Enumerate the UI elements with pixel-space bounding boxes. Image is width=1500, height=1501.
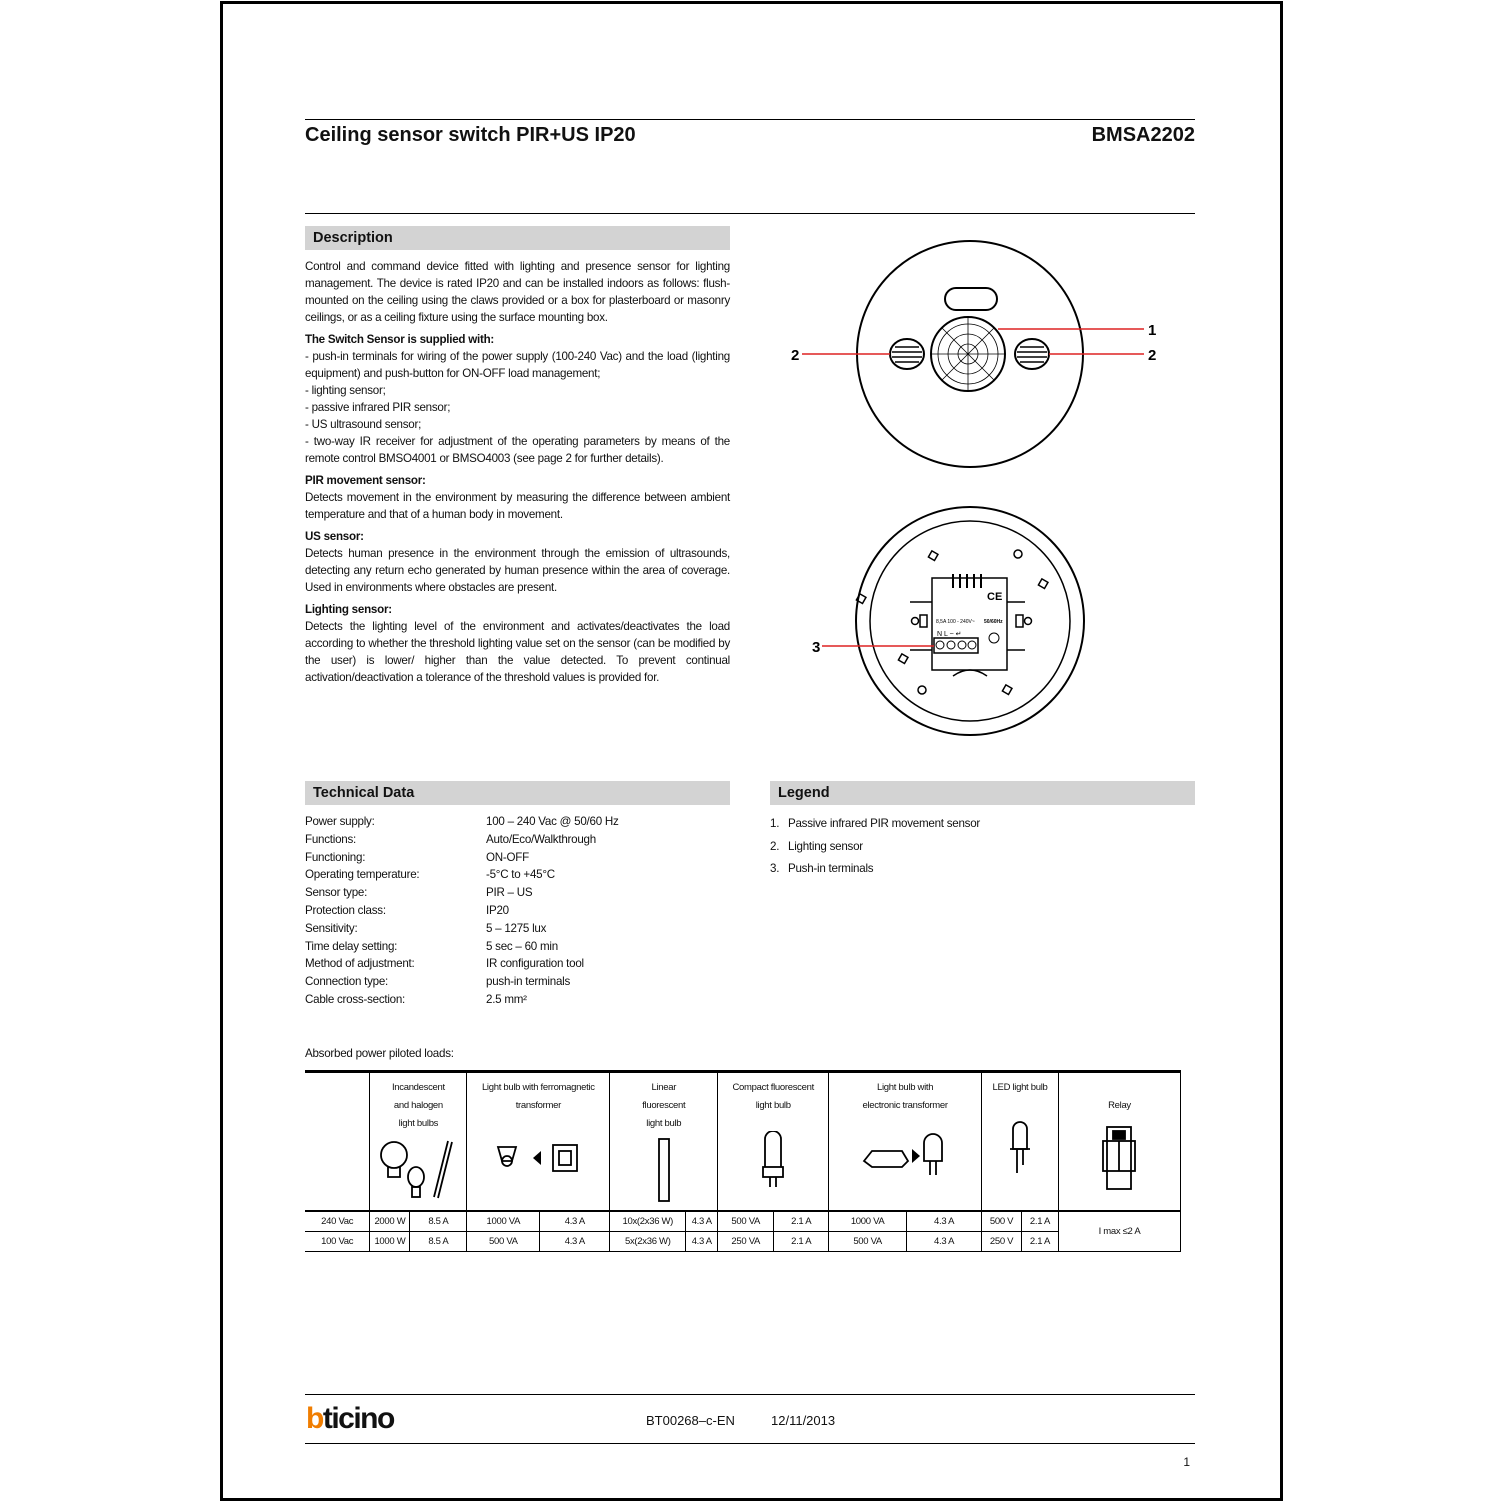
footer-bottom-rule [305,1443,1195,1444]
load-cell: 4.3 A [686,1211,718,1232]
legend-number: 1. [770,817,780,830]
load-cell: 2.1 A [1022,1232,1059,1252]
led-bulb-icon [1005,1117,1035,1177]
legend-text: Passive infrared PIR movement sensor [788,817,981,830]
loads-header-row [305,1072,1181,1211]
footer-top-rule [305,1394,1195,1395]
header-label: Linear fluorescent light bulb [642,1082,686,1129]
load-cell: 5x(2x36 W) [610,1232,686,1252]
back-view [812,507,1084,735]
load-cell: 2.1 A [1022,1211,1059,1232]
header-label: Light bulb with ferromagnetic transformer [481,1082,595,1111]
legend-item [770,858,980,881]
legend-heading: Legend [770,781,1195,805]
tech-value: IR configuration tool [486,957,584,971]
tech-key: Operating temperature: [305,868,420,882]
loads-title: Absorbed power piloted loads: [305,1047,454,1060]
tech-row [305,955,619,973]
header-compact-fluorescent [718,1072,829,1211]
load-cell: 1000 VA [467,1211,540,1232]
us-sensor-left-icon [890,339,924,369]
voltage-label: 100 Vac [305,1232,370,1252]
empty-header-cell [305,1072,370,1211]
tech-key: Sensitivity: [305,921,358,935]
lighting-text: Detects the lighting level of the environment and activates/deactivates the load according to whether the threshold lighting value set on the sensor (can be modified by the user) is lower/ higher than the value detected. To prevent continual activation/deactivation a tolerance of the threshold values is provided for. [305,620,730,684]
tech-row [305,973,619,991]
legend-item [770,813,980,836]
lighting-window-icon [945,288,997,310]
supplied-item: - lighting sensor; [305,384,386,397]
load-cell: 2.1 A [774,1232,829,1252]
tech-value: -5°C to +45°C [486,868,555,882]
tech-row [305,902,619,920]
lighting-heading: Lighting sensor: [305,603,392,616]
terminal-labels: N L ~ ↵ [937,631,962,638]
callout-3: 3 [812,639,821,656]
page-number: 1 [1183,1455,1190,1469]
tech-key: Functioning: [305,850,366,864]
callout-2-right: 2 [1148,347,1157,364]
tech-key: Method of adjustment: [305,957,415,971]
tech-key: Time delay setting: [305,939,398,953]
tech-row [305,831,619,849]
load-cell: 500 VA [467,1232,540,1252]
voltage-label: 240 Vac [305,1211,370,1232]
load-cell: 2.1 A [774,1211,829,1232]
incandescent-bulbs-icon [378,1137,458,1203]
header-bottom-rule [305,213,1195,214]
loads-row-240 [305,1211,1181,1232]
supplied-item: - push-in terminals for wiring of the power supply (100-240 Vac) and the load (lighting equipment) and push-button for ON-OFF load management; [305,350,730,380]
header-top-rule [305,119,1195,120]
tech-value: 5 – 1275 lux [486,921,547,935]
header-label: LED light bulb [992,1082,1048,1093]
rating-mark: 8,5A 100 - 240V~ [936,619,975,625]
logo-rest: ticino [322,1402,394,1435]
bticino-logo [306,1402,394,1436]
technical-heading: Technical Data [305,781,730,805]
load-cell: 500 VA [829,1232,907,1252]
device-diagram [770,230,1195,750]
load-cell: 8.5 A [410,1232,467,1252]
legend-text: Lighting sensor [788,839,863,853]
tech-value: Auto/Eco/Walkthrough [486,832,596,846]
push-in-terminals-icon [934,638,978,653]
tech-key: Cable cross-section: [305,992,406,1006]
legend-text: Push-in terminals [788,862,874,875]
load-cell: 2000 W [370,1211,410,1232]
load-cell: 4.3 A [540,1232,610,1252]
load-cell: 500 VA [718,1211,774,1232]
tech-row [305,920,619,938]
tech-key: Sensor type: [305,886,368,900]
description-heading: Description [305,226,730,250]
tech-row [305,991,619,1009]
tech-value: 2.5 mm² [486,992,527,1006]
load-cell: 4.3 A [540,1211,610,1232]
tech-value: ON-OFF [486,850,529,864]
loads-table [305,1071,1181,1252]
us-text: Detects human presence in the environment through the emission of ultrasounds, detecting any return echo generated by human presence within the area of coverage. Used in environments where obstacles are present. [305,547,730,594]
header-led [982,1072,1059,1211]
load-cell: 250 VA [718,1232,774,1252]
us-heading: US sensor: [305,530,364,543]
load-cell: 8.5 A [410,1211,467,1232]
tech-row [305,813,619,831]
technical-list [305,813,619,1009]
front-view [791,241,1156,467]
supplied-item: - passive infrared PIR sensor; [305,401,451,414]
header-electronic-transformer [829,1072,982,1211]
document-title: Ceiling sensor switch PIR+US IP20 [305,124,636,146]
load-cell: 4.3 A [907,1211,982,1232]
header-incandescent [370,1072,467,1211]
legend-number: 2. [770,839,780,853]
load-cell: 1000 W [370,1232,410,1252]
linear-fluorescent-icon [654,1137,674,1203]
ferromagnetic-transformer-icon [493,1137,583,1187]
loads-row-100 [305,1232,1181,1252]
load-cell: 500 V [982,1211,1022,1232]
tech-value: push-in terminals [486,975,571,989]
supplied-item: - two-way IR receiver for adjustment of the operating parameters by means of the remote control BMSO4001 or BMSO4003 (see page 2 for further details). [305,435,730,465]
pir-lens-icon [931,317,1005,391]
frequency-mark: 50/60Hz [984,619,1003,625]
tech-key: Connection type: [305,975,389,989]
tech-key: Protection class: [305,903,386,917]
pir-heading: PIR movement sensor: [305,474,426,487]
load-cell: 4.3 A [907,1232,982,1252]
tech-row [305,866,619,884]
tech-row [305,884,619,902]
tech-value: IP20 [486,903,509,917]
electronic-transformer-icon [860,1131,950,1181]
tech-key: Power supply: [305,815,375,828]
document-date: 12/11/2013 [771,1413,836,1428]
tech-key: Functions: [305,832,356,846]
compact-fluorescent-icon [758,1131,788,1191]
relay-icon [1099,1123,1139,1193]
load-cell: 250 V [982,1232,1022,1252]
pir-text: Detects movement in the environment by measuring the difference between ambient temperature and that of a human body in movement. [305,491,730,521]
legend-item [770,836,980,859]
header-label: Compact fluorescent light bulb [732,1082,814,1111]
description-body [305,258,730,686]
tech-value: 100 – 240 Vac @ 50/60 Hz [486,815,619,828]
header-ferromagnetic [467,1072,610,1211]
callout-1: 1 [1148,322,1157,339]
header-linear-fluorescent [610,1072,718,1211]
callout-2-left: 2 [791,347,800,364]
tech-value: 5 sec – 60 min [486,939,558,953]
tech-row [305,938,619,956]
load-cell: 10x(2x36 W) [610,1211,686,1232]
legend-number: 3. [770,862,780,875]
product-code: BMSA2202 [1091,124,1195,146]
header-label: Light bulb with electronic transformer [862,1082,948,1111]
ce-mark: CE [987,591,1003,603]
relay-value: I max ≤2 A [1058,1211,1180,1252]
logo-b: b [306,1402,323,1435]
tech-value: PIR – US [486,886,533,900]
load-cell: 4.3 A [686,1232,718,1252]
legend-list [770,813,980,881]
tech-row [305,849,619,867]
description-intro: Control and command device fitted with lighting and presence sensor for lighting management. The device is rated IP20 and can be installed indoors as follows: flush-mounted on the ceiling using the claws provided or a box for plasterboard or masonry ceilings, or as a ceiling fixture using the surface mounting box. [305,260,730,324]
supplied-item: - US ultrasound sensor; [305,418,422,431]
header-label: Incandescent and halogen light bulbs [391,1082,445,1129]
us-sensor-right-icon [1015,339,1049,369]
header-label: Relay [1108,1100,1131,1111]
supplied-heading: The Switch Sensor is supplied with: [305,333,495,346]
document-code: BT00268–c-EN [646,1413,735,1428]
header-relay [1058,1072,1180,1211]
load-cell: 1000 VA [829,1211,907,1232]
